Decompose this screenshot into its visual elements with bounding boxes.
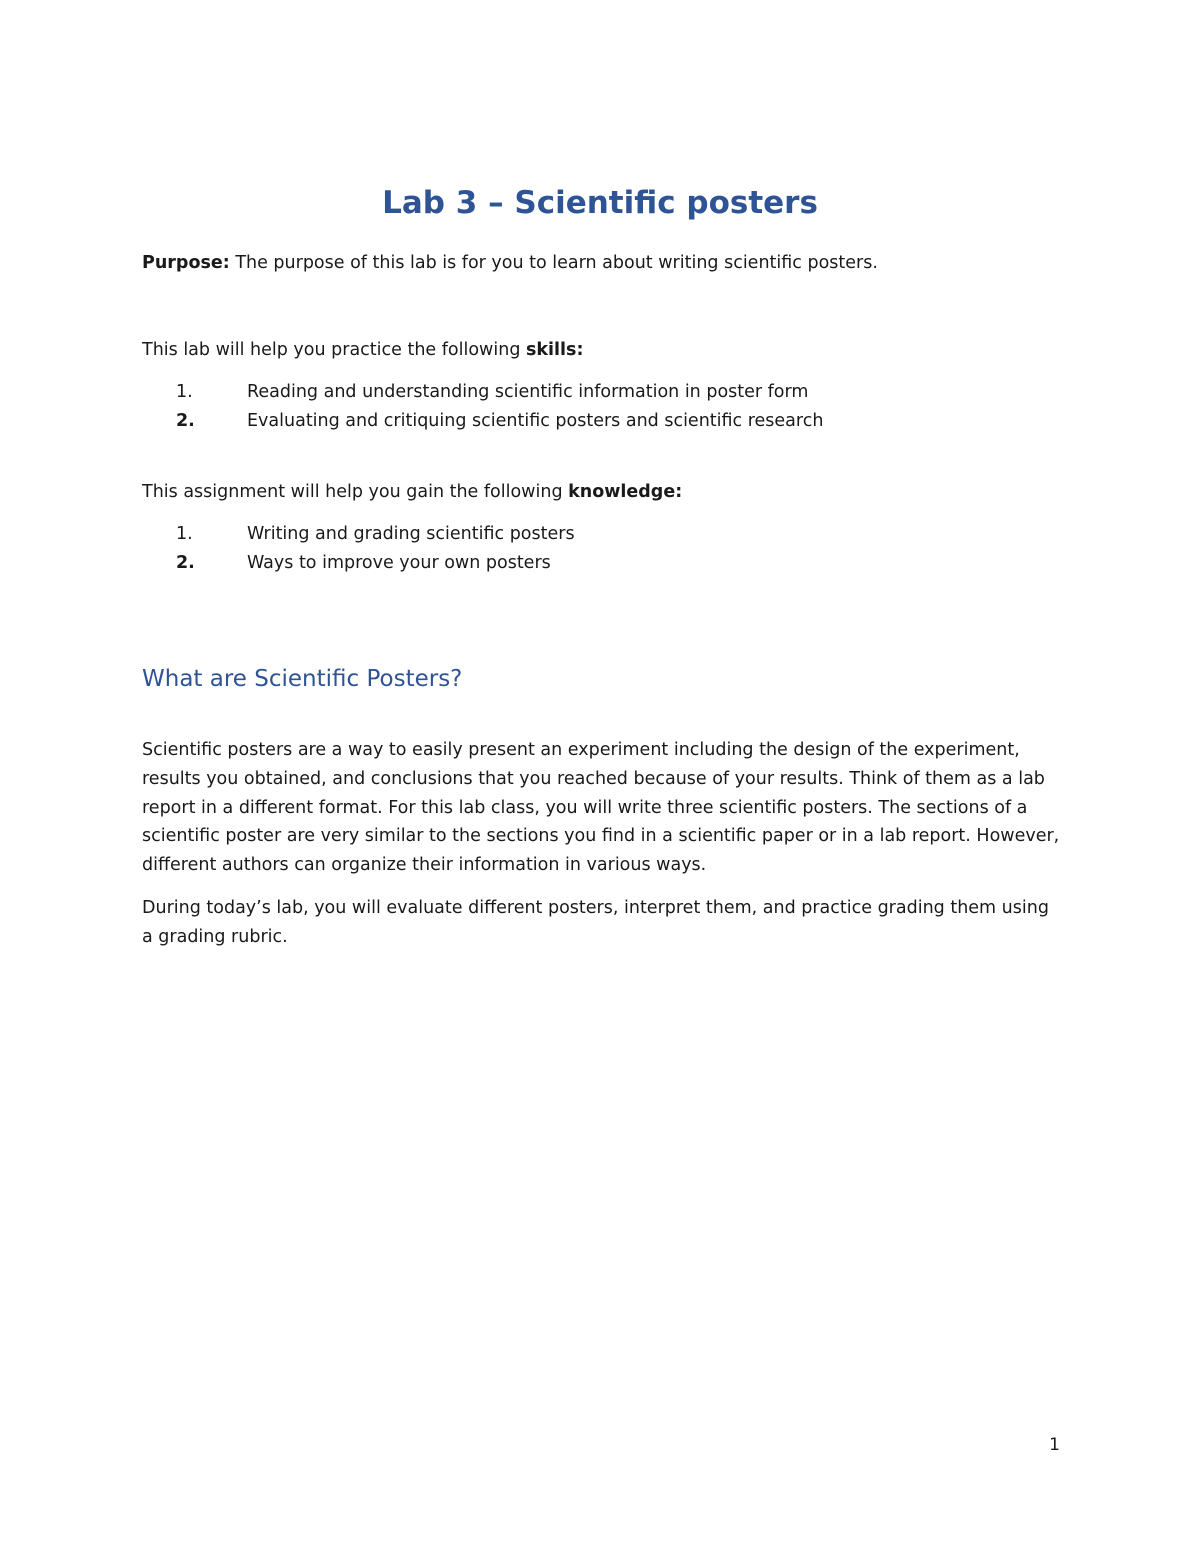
page-number: 1: [1049, 1435, 1060, 1455]
purpose-label: Purpose:: [142, 253, 230, 273]
list-number: 2.: [176, 553, 195, 573]
body-paragraph: During today’s lab, you will evaluate different posters, interpret them, and practice grading them using a grading rubric.: [142, 897, 1049, 947]
knowledge-lead-text: This assignment will help you gain the following: [142, 482, 569, 502]
skills-lead-text: This lab will help you practice the following: [142, 340, 526, 360]
list-item: [142, 520, 1062, 549]
list-text: Evaluating and critiquing scientific posters and scientific research: [247, 411, 824, 431]
skills-list: [142, 378, 1062, 436]
document-content: [142, 249, 1062, 966]
knowledge-list: [142, 520, 1062, 578]
list-text: Ways to improve your own posters: [247, 553, 551, 573]
list-number: 2.: [176, 411, 195, 431]
knowledge-lead: [142, 478, 1062, 507]
body-paragraph: Scientific posters are a way to easily present an experiment including the design of the experiment, results you obtained, and conclusions that you reached because of your results. Think of them as a lab report in a different format. For this lab class, you will write three scientific posters. The sections of a scientific poster are very similar to the sections you find in a scientific paper or in a lab report. However, different authors can organize their information in various ways.: [142, 740, 1060, 876]
skills-lead: [142, 336, 1062, 365]
list-number: 1.: [176, 524, 193, 544]
knowledge-lead-bold: knowledge:: [568, 482, 683, 502]
skills-lead-bold: skills:: [526, 340, 584, 360]
list-text: Writing and grading scientific posters: [247, 524, 575, 544]
list-item: [142, 549, 1062, 578]
list-item: [142, 407, 1062, 436]
list-text: Reading and understanding scientific information in poster form: [247, 382, 809, 402]
list-item: [142, 378, 1062, 407]
document-title: Lab 3 – Scientific posters: [382, 184, 818, 221]
section-heading: What are Scientific Posters?: [142, 666, 463, 692]
purpose-paragraph: [142, 249, 1062, 278]
purpose-text: The purpose of this lab is for you to learn about writing scientific posters.: [229, 253, 878, 273]
list-number: 1.: [176, 382, 193, 402]
